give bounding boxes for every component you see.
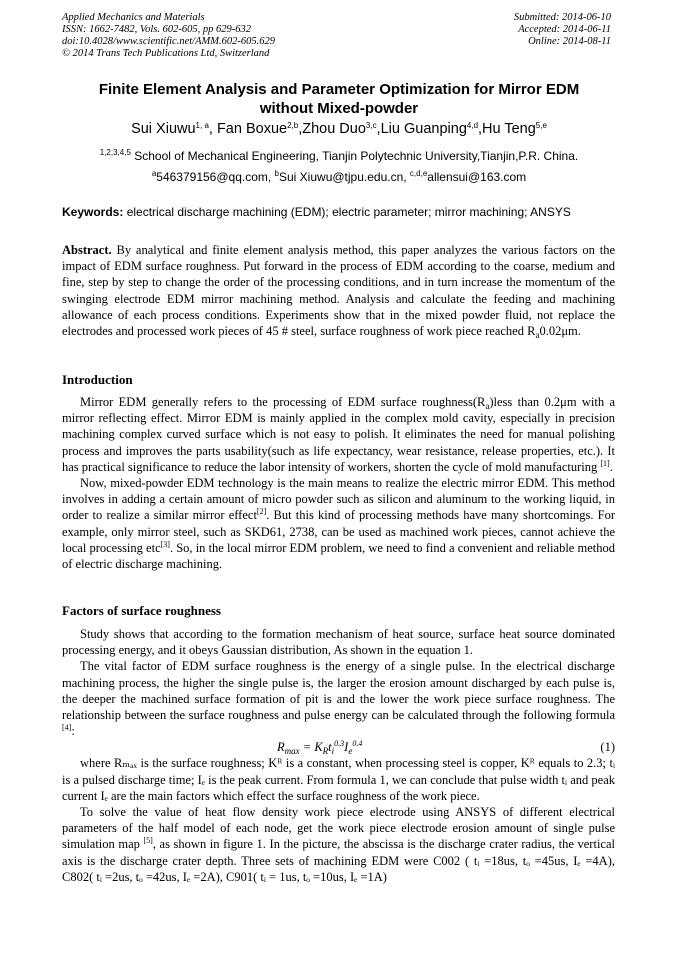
citation: [1] xyxy=(600,458,610,468)
text: Study shows that according to the formation mechanism of heat source, surface heat source dominated processing energy, and it obeys Gaussian distribution, As shown in the equation 1. xyxy=(62,627,615,658)
title-line-2: without Mixed-powder xyxy=(259,100,419,117)
equation-number: (1) xyxy=(600,740,615,755)
email-sup: c,d,e xyxy=(409,169,428,178)
equation: $R_{max} = K_Rt_i^{0.3}I_e^{0.4}$ xyxy=(277,739,363,757)
abstract-text: By analytical and finite element analysis method, this paper analyzes the various factors on the impact of EDM surface roughness. Put forward in the process of EDM according to the coarse, medium and fine, step by step to change the order of the processing conditions, and in turn increase the momentum of the swinging electrode EDM mirror machining method. Analysis and calculate the feeding and machining allowance of each process conditions. Experiments show that in the mixed powder fluid, not replace the electrodes and processed work pieces of 45 # steel, surface roughness of work piece reached R xyxy=(62,243,615,339)
author-list xyxy=(62,120,616,138)
title-line-1: Finite Element Analysis and Parameter Optimization for Mirror EDM xyxy=(98,81,580,98)
text: . But this kind of processing methods have many shortcomings. For example, only mirror steel, such as SKD61, 2738, can be used as machined work pieces, cannot achieve the local processing etc xyxy=(62,508,616,555)
abstract xyxy=(62,242,615,339)
journal-header-right xyxy=(514,12,611,48)
author-sup: 1, a xyxy=(195,121,209,130)
copyright: © 2014 Trans Tech Publications Ltd, Switzerland xyxy=(62,48,270,59)
text: )less than 0.2μm with a mirror reflecting effect. Mirror EDM is mainly applied in the complex mold cavity, especially in precision machining complex curved surface which is not easy to polish. It eliminates the need for manual polishing process and improves the parts usability(such as life expectancy, wear resistance, release properties, etc.). It has practical significance to reduce the labor intensity of workers, shorten the cycle of mold manufacturing xyxy=(62,395,615,474)
text: The vital factor of EDM surface roughness is the energy of a single pulse. In the electrical discharge machining process, the higher the single pulse is, the larger the erosion amount discharged by each pulse is, the deeper the machined surface formation of pit is and the lower the work piece surface roughness. The relationship between the surface roughness and pulse energy can be calculated through the following formula xyxy=(62,659,615,723)
equation-1 xyxy=(62,739,615,755)
subscript: a xyxy=(485,401,490,411)
journal-header-left xyxy=(62,12,275,60)
introduction-body xyxy=(62,394,615,572)
affiliation-text: School of Mechanical Engineering, Tianjin Polytechnic University,Tianjin,P.R. China. xyxy=(130,149,579,163)
text: To solve the value of heat flow density work piece electrode using ANSYS of different electrical parameters of the half model of each node, get the work piece electrode erosion amount of single pulse simulation map xyxy=(62,805,615,852)
affiliation xyxy=(62,149,616,164)
email-sup: a xyxy=(151,169,157,178)
author-name: , Fan Boxue xyxy=(208,121,288,137)
issn: ISSN: 1662-7482, Vols. 602-605, pp 629-632 xyxy=(62,24,251,35)
subscript: a xyxy=(535,330,540,341)
email: allensui@163.com xyxy=(427,170,527,184)
paragraph xyxy=(62,755,615,804)
text: . xyxy=(609,459,613,474)
author-sup: 2,b xyxy=(287,121,299,130)
paragraph xyxy=(62,626,615,658)
keywords xyxy=(62,205,616,220)
accepted-date: Accepted: 2014-06-11 xyxy=(518,24,611,35)
paragraph xyxy=(62,804,615,885)
citation: [2] xyxy=(256,507,267,517)
text: Now, mixed-powder EDM technology is the main means to realize the electric mirror EDM. This method involves in adding a certain amount of micro powder such as silicon and aluminum to the working liquid, in order to realize a similar mirror effect xyxy=(62,476,615,523)
email: 546379156@qq.com, xyxy=(156,170,275,184)
factors-body xyxy=(62,626,615,885)
online-date: Online: 2014-08-11 xyxy=(528,36,611,47)
journal-name: Applied Mechanics and Materials xyxy=(62,12,205,23)
doi: doi:10.4028/www.scientific.net/AMM.602-605.629 xyxy=(62,36,275,47)
email-list xyxy=(62,170,616,185)
paragraph xyxy=(62,394,615,475)
affiliation-sup: 1,2,3,4,5 xyxy=(99,148,131,157)
paper-title xyxy=(62,80,616,118)
abstract-label: Abstract. xyxy=(62,243,112,257)
author-name: ,Hu Teng xyxy=(478,121,536,137)
keywords-text: electrical discharge machining (EDM); electric parameter; mirror machining; ANSYS xyxy=(123,205,571,219)
paragraph xyxy=(62,475,615,572)
paragraph xyxy=(62,658,615,739)
email: Sui Xiuwu@tjpu.edu.cn, xyxy=(279,170,410,184)
submitted-date: Submitted: 2014-06-10 xyxy=(513,12,611,23)
citation: [4] xyxy=(62,723,72,733)
email-sup: b xyxy=(274,169,279,178)
text: Mirror EDM generally refers to the processing of EDM surface roughness(R xyxy=(80,395,486,409)
abstract-end: 0.02μm. xyxy=(539,324,581,339)
author-name: ,Zhou Duo xyxy=(298,121,366,137)
author-sup: 3,c xyxy=(365,121,377,130)
text: where Rₘₐₓ is the surface roughness; Kᴿ is a constant, when processing steel is copper, Kᴿ equals to 2.3; tᵢ is a pulsed discharge time; Iₑ is the peak current. From formula 1, we can conclude that pulse width tᵢ and peak current Iₑ are the main factors which effect the surface roughness of the work piece. xyxy=(62,756,615,803)
keywords-label: Keywords: xyxy=(62,205,124,219)
author-sup: 5,e xyxy=(535,121,547,130)
citation: [5] xyxy=(143,836,153,846)
author-name: ,Liu Guanping xyxy=(376,121,467,137)
citation: [3] xyxy=(160,539,170,549)
author-sup: 4,d xyxy=(466,121,479,130)
section-heading-factors: Factors of surface roughness xyxy=(62,603,221,618)
author-name: Sui Xiuwu xyxy=(131,121,196,137)
text: . So, in the local mirror EDM problem, we need to find a convenient and reliable method of electric discharge machining. xyxy=(62,540,615,572)
text: , as shown in figure 1. In the picture, the abscissa is the discharge crater radius, the vertical axis is the discharge crater depth. Three sets of machining EDM were C002 ( tᵢ =18us, tₒ =45us, Iₑ =4A), C802( tᵢ =2us, tₒ =42us, Iₑ =2A), C901( tᵢ = 1us, tₒ =10us, Iₑ =1A) xyxy=(62,837,615,884)
text: : xyxy=(71,724,75,739)
section-heading-introduction: Introduction xyxy=(62,372,133,387)
